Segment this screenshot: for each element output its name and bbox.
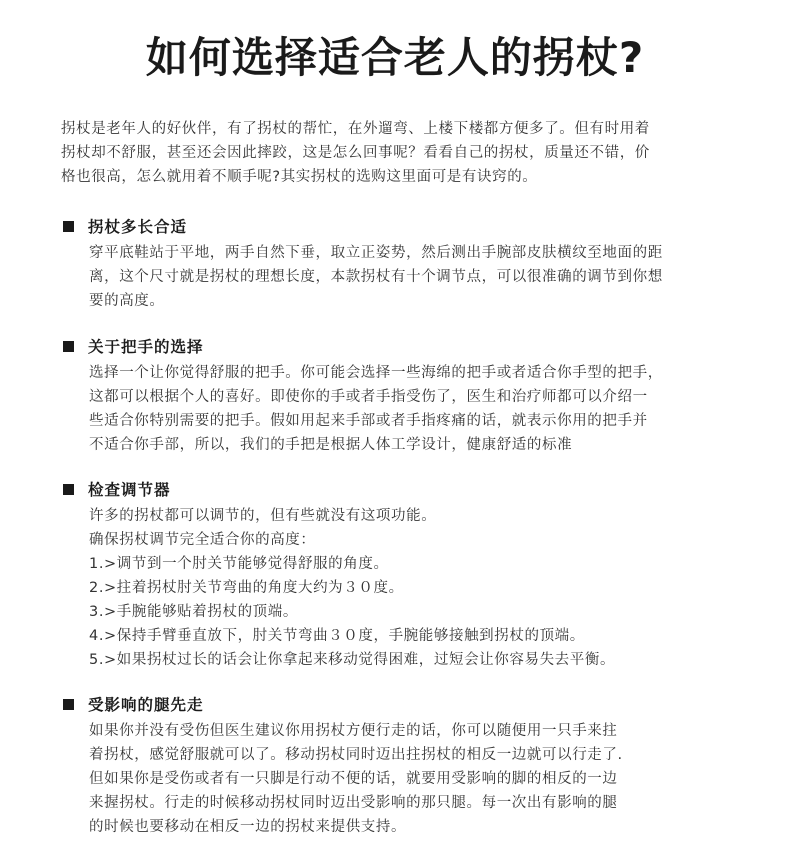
section-heading (61, 692, 741, 716)
list-item: 5.>如果拐杖过长的话会让你拿起来移动觉得困难，过短会让你容易失去平衡。 (89, 652, 616, 668)
body-line: 着拐杖，感觉舒服就可以了。移动拐杖同时迈出拄拐杖的相反一边就可以行走了. (89, 747, 623, 763)
intro-line: 拐杖是老年人的好伙伴，有了拐杖的帮忙，在外遛弯、上楼下楼都方便多了。但有时用着 (61, 121, 650, 137)
section-affected-leg (61, 692, 741, 839)
square-bullet-icon (63, 484, 74, 495)
body-line: 许多的拐杖都可以调节的，但有些就没有这项功能。 (89, 508, 437, 524)
section-body (61, 241, 741, 313)
list-item: 3.>手腕能够贴着拐杖的顶端。 (89, 604, 298, 620)
body-line: 的时候也要移动在相反一边的拐杖来提供支持。 (89, 819, 407, 835)
body-line: 不适合你手部，所以，我们的手把是根据人体工学设计，健康舒适的标准 (89, 437, 573, 453)
list-item: 2.>拄着拐杖肘关节弯曲的角度大约为３０度。 (89, 580, 404, 596)
body-line: 穿平底鞋站于平地，两手自然下垂，取立正姿势，然后测出手腕部皮肤横纹至地面的距 (89, 245, 663, 261)
section-handle (61, 334, 741, 457)
section-heading (61, 214, 741, 238)
square-bullet-icon (63, 341, 74, 352)
body-line: 离，这个尺寸就是拐杖的理想长度，本款拐杖有十个调节点，可以很准确的调节到你想 (89, 269, 663, 285)
section-body (61, 361, 741, 457)
section-heading (61, 334, 741, 358)
section-body (61, 719, 741, 839)
body-line: 如果你并没有受伤但医生建议你用拐杖方便行走的话，你可以随便用一只手来拄 (89, 723, 618, 739)
section-heading-text: 拐杖多长合适 (88, 218, 188, 236)
square-bullet-icon (63, 221, 74, 232)
body-line: 要的高度。 (89, 293, 165, 309)
body-line: 来握拐杖。行走的时候移动拐杖同时迈出受影响的那只腿。每一次出有影响的腿 (89, 795, 618, 811)
section-heading-text: 检查调节器 (88, 481, 171, 499)
body-line: 选择一个让你觉得舒服的把手。你可能会选择一些海绵的把手或者适合你手型的把手， (89, 365, 663, 381)
intro-line: 拐杖却不舒服，甚至还会因此摔跤，这是怎么回事呢？看看自己的拐杖，质量还不错，价 (61, 145, 650, 161)
section-heading-text: 受影响的腿先走 (88, 696, 204, 714)
body-line: 但如果你是受伤或者有一只脚是行动不便的话，就要用受影响的脚的相反的一边 (89, 771, 618, 787)
square-bullet-icon (63, 699, 74, 710)
section-heading (61, 477, 741, 501)
section-length (61, 214, 741, 313)
article-title: 如何选择适合老人的拐杖? (145, 33, 645, 82)
section-adjuster (61, 477, 741, 672)
list-item: 4.>保持手臂垂直放下，肘关节弯曲３０度，手腕能够接触到拐杖的顶端。 (89, 628, 585, 644)
intro-paragraph (61, 117, 741, 189)
section-heading-text: 关于把手的选择 (88, 338, 204, 356)
body-line: 确保拐杖调节完全适合你的高度： (89, 532, 316, 548)
section-body (61, 504, 741, 672)
list-item: 1.>调节到一个肘关节能够觉得舒服的角度。 (89, 556, 389, 572)
body-line: 这都可以根据个人的喜好。即使你的手或者手指受伤了，医生和治疗师都可以介绍一 (89, 389, 648, 405)
intro-line: 格也很高，怎么就用着不顺手呢?其实拐杖的选购这里面可是有诀窍的。 (61, 169, 538, 185)
body-line: 些适合你特别需要的把手。假如用起来手部或者手指疼痛的话，就表示你用的把手并 (89, 413, 648, 429)
